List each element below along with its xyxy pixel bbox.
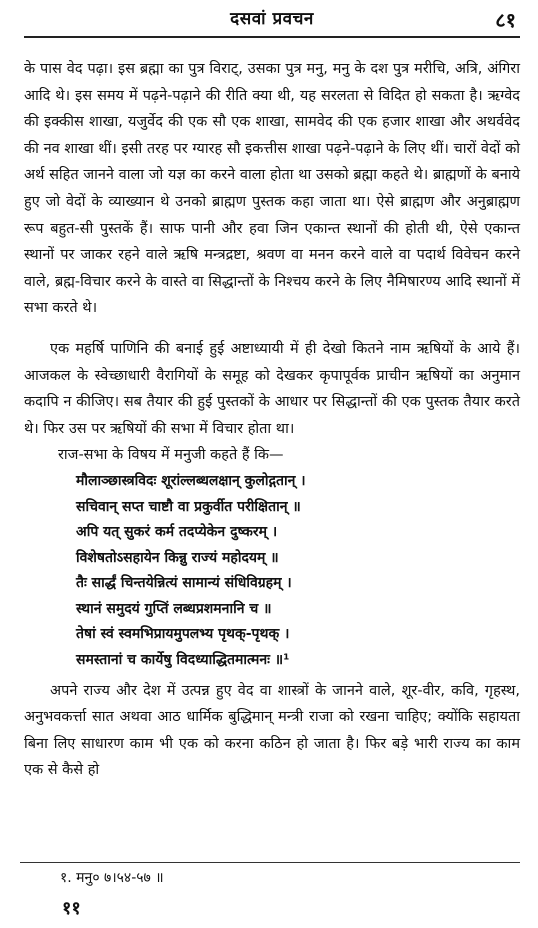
body-text <box>24 56 520 784</box>
verse-line: मौलाञ्छास्त्रविदः शूरांल्लब्धलक्षान् कुलोद्गतान् । <box>76 472 306 489</box>
chapter-title: दसवां प्रवचन <box>230 9 314 29</box>
paragraph-3: अपने राज्य और देश में उत्पन्न हुए वेद वा शास्त्रों के जानने वाले, शूर-वीर, कवि, गृहस्थ, अनुभवकर्त्ता सात अथवा आठ धार्मिक बुद्धिमान् मन्त्री राजा को रखना चाहिए; क्योंकि सहायता बिना लिए साधारण काम भी एक को करना कठिन हो जाता है। फिर बड़े भारी राज्य का काम एक से कैसे हो <box>24 682 520 779</box>
verse-block <box>76 469 480 674</box>
verse-line: स्थानं समुदयं गुप्तिं लब्धप्रशमनानि च ॥ <box>76 600 272 617</box>
page-header <box>24 6 520 40</box>
footnote: १. मनु० ७।५४-५७ ॥ <box>60 870 164 886</box>
signature-mark: ११ <box>62 898 81 919</box>
page-number: ८१ <box>495 8 516 32</box>
verse-line: विशेषतोऽसहायेन किन्नु राज्यं महोदयम् ॥ <box>76 549 279 566</box>
footnote-rule <box>20 862 520 863</box>
header-rule <box>24 36 520 38</box>
verse-intro: राज-सभा के विषय में मनुजी कहते हैं कि— <box>58 447 284 464</box>
verse-line: समस्तानां च कार्येषु विदध्याद्धितमात्मनः ॥¹ <box>76 652 290 669</box>
verse-line: तैः सार्द्धं चिन्तयेन्नित्यं सामान्यं संधिविग्रहम् । <box>76 575 292 592</box>
verse-line: अपि यत् सुकरं कर्म तदप्येकेन दुष्करम् । <box>76 524 278 541</box>
verse-line: तेषां स्वं स्वमभिप्रायमुपलभ्य पृथक्-पृथक् । <box>76 626 290 643</box>
verse-line: सचिवान् सप्त चाष्टौ वा प्रकुर्वीत परीक्षितान् ॥ <box>76 498 301 515</box>
paragraph-2: एक महर्षि पाणिनि की बनाई हुई अष्टाध्यायी में ही देखो कितने नाम ऋषियों के आये हैं। आजकल के स्वेच्छाधारी वैरागियों के समूह को देखकर कृपापूर्वक प्राचीन ऋषियों का अनुमान कदापि न कीजिए। सब तैयार की हुई पुस्तकों के आधार पर सिद्धान्तों की एक पुस्तक तैयार करते थे। फिर उस पर ऋषियों की सभा में विचार होता था। <box>24 340 520 437</box>
paragraph-1: के पास वेद पढ़ा। इस ब्रह्मा का पुत्र विराट्, उसका पुत्र मनु, मनु के दश पुत्र मरीचि, अत्रि, अंगिरा आदि थे। इस समय में पढ़ने-पढ़ाने की रीति क्या थी, यह सरलता से विदित हो सकता है। ऋग्वेद की इक्कीस शाखा, यजुर्वेद की एक सौ एक शाखा, सामवेद की एक हजार शाखा और अथर्ववेद की नव शाखा थीं। इसी तरह पर ग्यारह सौ इकत्तीस शाखा पढ़ने-पढ़ाने के लिए थीं। चारों वेदों को अर्थ सहित जानने वाला जो यज्ञ का करने वाला होता था उसको ब्रह्मा कहते थे। ब्राह्मणों के बनाये हुए जो वेदों के व्याख्यान थे उनको ब्राह्मण पुस्तक कहा जाता था। ऐसे ब्राह्मण और अनुब्राह्मण रूप बहुत-सी पुस्तकें हैं। साफ पानी और हवा जिन एकान्त स्थानों की होती थी, ऐसे एकान्त स्थानों पर जाकर रहने वाले ऋषि मन्त्रद्रष्टा, श्रवण वा मनन करने वाले वा पदार्थ विवेचन करने वाले, ब्रह्म-विचार करने के वास्ते वा सिद्धान्तों के निश्चय करने के लिए नैमिषारण्य आदि स्थानों में सभा करते थे। <box>24 61 520 317</box>
